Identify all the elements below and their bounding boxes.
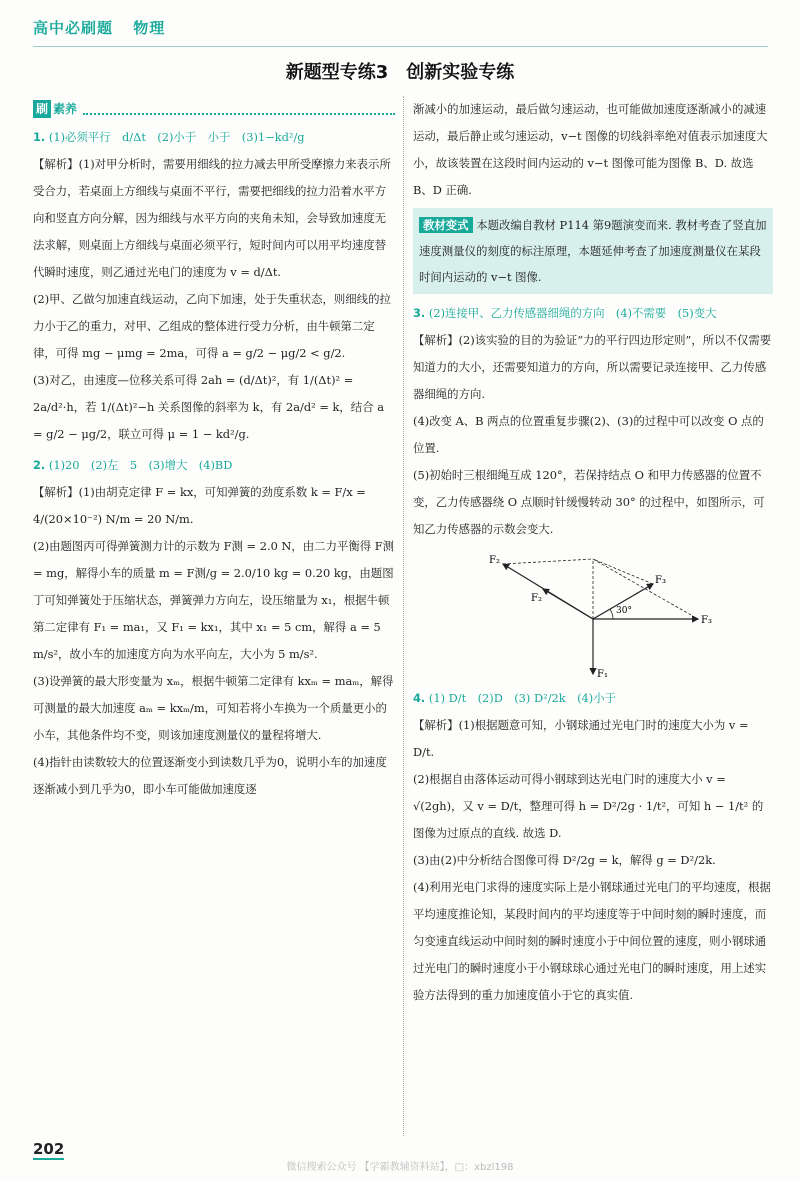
force-diagram-svg [483,549,743,679]
q4-explain-3: (3)由(2)中分析结合图像可得 D²/2g = k，解得 g = D²/2k. [413,853,716,867]
q1-number: 1. [33,130,46,144]
section-badge: 刷 [33,100,51,118]
page-header [0,0,800,44]
q2-continuation: 渐减小的加速运动，最后做匀速运动，也可能做加速度逐渐减小的减速运动，最后静止或匀速运动，v−t 图像的切线斜率绝对值表示加速度大小，故该装置在这段时间内运动的 v−t 图像可能为图像 B、D. 故选 B、D 正确. [413,102,768,197]
q2-explain-4: (4)指针由读数较大的位置逐渐变小到读数几乎为0，说明小车的加速度逐渐减小到几乎为0，即小车可能做加速度逐 [33,755,387,796]
f2-prime-vector [543,589,593,619]
q4-explain-2: (2)根据自由落体运动可得小钢球到达光电门时的速度大小 v = √(2gh)，又 v = D/t，整理可得 h = D²/2g · 1/t²，可知 h − 1/t² 的图像为过原点的直线. 故选 D. [413,772,764,840]
textbook-variant-note [413,208,773,294]
header-rule [33,46,768,47]
q2-answer-text: (1)20 (2)左 5 (3)增大 (4)BD [48,458,233,472]
q2-answer [33,452,395,479]
page-title: 新题型专练3 创新实验专练 [285,62,515,83]
q3-explain-2: (4)改变 A、B 两点的位置重复步骤(2)、(3)的过程中可以改变 O 点的位置. [413,414,764,455]
column-divider [403,96,404,1136]
subject-name: 物理 [133,19,166,37]
q3-explain-3: (5)初始时三根细绳互成 120°，若保持结点 O 和甲力传感器的位置不变，乙力传感器绕 O 点顺时针缓慢转动 30° 的过程中，如图所示，可知乙力传感器的示数会变大. [413,468,765,536]
section-dots [83,103,395,115]
q4-answer-text: (1) D/t (2)D (3) D²/2k (4)小于 [428,691,616,705]
q2-explain-2: (2)由题图丙可得弹簧测力计的示数为 F测 = 2.0 N，由二力平衡得 F测 = mg，解得小车的质量 m = F测/g = 2.0/10 kg = 0.20 kg，由题图丁可知弹簧处于压缩状态，弹簧弹力方向左，设压缩量为 x₁，根据牛顿第二定律有 F₁ = ma₁，又 F₁ = kx₁，其中 x₁ = 5 cm，解得 a = 5 m/s²，故小车的加速度方向为水平向左，大小为 5 m/s². [33,539,395,661]
q4-explain-1: 【解析】(1)根据题意可知，小钢球通过光电门时的速度大小为 v = D/t. [413,718,749,759]
q1-explain-3: (3)对乙，由速度—位移关系可得 2ah = (d/Δt)²，有 1/(Δt)² = 2a/d²·h，若 1/(Δt)²−h 关系图像的斜率为 k，有 2a/d² = k，结合 a = g/2 − μg/2，联立可得 μ = 1 − kd²/g. [33,373,384,441]
watermark: 微信搜索公众号 【学霸教辅资料站】，□：xbzl198 [286,1162,514,1173]
q4-answer [413,685,773,712]
q3-explain-1: 【解析】(2)该实验的目的为验证“力的平行四边形定则”，所以不仅需要知道力的大小，还需要知道力的方向，所以需要记录连接甲、乙力传感器细绳的方向. [413,333,772,401]
section-header [33,96,395,122]
q1-answer [33,124,395,151]
q1-explain-2: (2)甲、乙做匀加速直线运动，乙向下加速，处于失重状态，则细线的拉力小于乙的重力，对甲、乙组成的整体进行受力分析，由牛顿第二定律，可得 mg − μmg = 2ma，可得 a = g/2 − μg/2 < g/2. [33,292,391,360]
q1-answer-text: (1)必须平行 d/Δt (2)小于 小于 (3)1−kd²/g [48,130,305,144]
q4-number: 4. [413,691,426,705]
label-f3: F₃ [655,575,666,586]
q2-explain-1: 【解析】(1)由胡克定律 F = kx，可知弹簧的劲度系数 k = F/x = 4/(20×10⁻²) N/m = 20 N/m. [33,485,366,526]
right-column [413,96,773,1009]
label-f3-prime: F₃ [701,615,712,626]
note-badge: 教材变式 [419,217,473,233]
note-text: 本题改编自教材 P114 第9题演变而来. 教材考查了竖直加速度测量仪的刻度的标注原理，本题延伸考查了加速度测量仪在某段时间内运动的 v−t 图像. [419,218,767,284]
q4-explain-4: (4)利用光电门求得的速度实际上是小钢球通过光电门的平均速度，根据平均速度推论知，某段时间内的平均速度等于中间时刻的瞬时速度，而匀变速直线运动中间时刻的瞬时速度小于中间位置的速度，则小钢球通过光电门的瞬时速度小于小钢球球心通过光电门的瞬时速度，用上述实验方法得到的重力加速度值小于它的真实值. [413,880,771,1002]
left-column [33,96,395,803]
angle-arc [610,609,613,619]
dashed-top [503,559,593,564]
q3-answer [413,300,773,327]
q2-explain-3: (3)设弹簧的最大形变量为 xₘ，根据牛顿第二定律有 kxₘ = maₘ，解得可测量的最大加速度 aₘ = kxₘ/m，可知若将小车换为一个质量更小的小车，其他条件均不变，则该加速度测量仪的量程将增大. [33,674,394,742]
running-head [33,17,179,38]
dashed-f3 [593,559,653,584]
q3-number: 3. [413,306,426,320]
series-name: 高中必刷题 [33,19,114,37]
label-f2: F₂ [489,555,500,566]
label-f1: F₁ [597,669,608,679]
label-f2-prime: F₂ [531,593,542,604]
q2-number: 2. [33,458,46,472]
q3-answer-text: (2)连接甲、乙力传感器细绳的方向 (4)不需要 (5)变大 [428,306,717,320]
force-diagram [483,549,743,679]
section-label: 素养 [53,101,78,116]
q1-explain-1: 【解析】(1)对甲分析时，需要用细线的拉力减去甲所受摩擦力来表示所受合力，若桌面上方细线与桌面不平行，需要把细线的拉力沿着水平方向和竖直方向分解，因为细线与水平方向的夹角未知，会导致加速度无法求解，则桌面上方细线与桌面必须平行，短时间内可以用平均速度替代瞬时速度，则乙通过光电门的速度为 v = d/Δt. [33,157,391,279]
page-number: 202 [33,1140,65,1158]
label-angle: 30° [616,606,632,616]
